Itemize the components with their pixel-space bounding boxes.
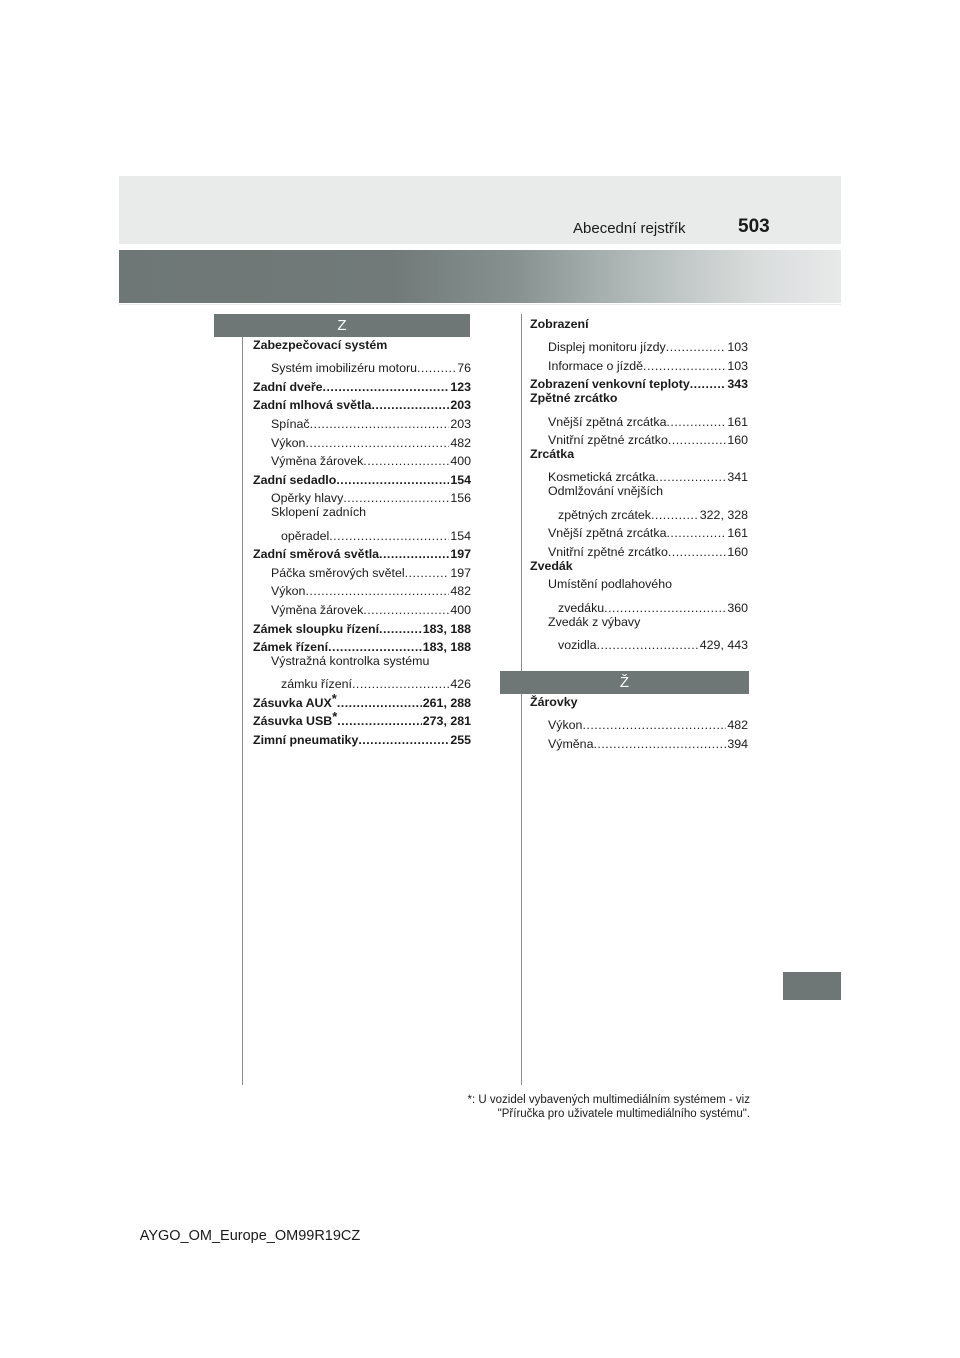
index-entry-term: Zobrazení venkovní teploty [530, 377, 690, 392]
page-reference: 197 [450, 565, 471, 580]
index-entry [253, 636, 471, 655]
page-reference: 341 [727, 470, 748, 485]
dot-leader [405, 566, 450, 580]
index-entry-term: Výměna žárovek [271, 454, 364, 469]
index-entry-term: vozidla [558, 637, 597, 652]
index-entry-term: Zvedák z výbavy [548, 614, 641, 629]
index-entry [253, 617, 471, 636]
index-entry-term: Kosmetická zrcátka [548, 470, 656, 485]
index-entry [530, 447, 748, 466]
letter-heading-z: Z [214, 314, 470, 337]
index-entry-term: Zadní mlhová světla [253, 398, 372, 413]
page-reference: 400 [450, 454, 471, 469]
dot-leader [666, 340, 727, 354]
dot-leader [305, 584, 449, 598]
index-entry-term: Sklopení zadních [271, 505, 367, 520]
dot-leader [379, 547, 449, 561]
index-entry-term: Výkon [548, 718, 583, 733]
index-entry-term: Vnější zpětná zrcátka [548, 414, 667, 429]
index-entry-term: Umístění podlahového [548, 577, 672, 592]
page-reference: 322, 328 [699, 507, 748, 522]
index-entry-term: Vnitřní zpětné zrcátko [548, 433, 668, 448]
index-column-right [530, 317, 748, 652]
index-entry-term: Páčka směrových světel [271, 565, 405, 580]
index-entry-term: Výkon [271, 584, 306, 599]
divider [119, 304, 841, 305]
index-entry-term: Informace o jízdě [548, 358, 644, 373]
index-entry [530, 429, 748, 448]
index-column-right-zh [530, 695, 748, 751]
section-title: Abecední rejstřík [573, 220, 686, 237]
index-entry-term: Zobrazení [530, 317, 589, 331]
dot-leader [358, 733, 449, 747]
index-entry-term: Zadní směrová světla [253, 547, 380, 562]
index-entry-term: Zásuvka AUX* [253, 690, 337, 710]
page-reference: 482 [450, 584, 471, 599]
page-reference: 343 [727, 377, 748, 392]
index-entry [530, 336, 748, 355]
index-entry [253, 691, 471, 710]
index-entry [253, 450, 471, 469]
index-entry [253, 561, 471, 580]
page-reference: 123 [450, 379, 471, 394]
index-entry-term: Zadní dveře [253, 379, 323, 394]
dot-leader [371, 398, 449, 412]
dot-leader [337, 714, 422, 728]
page-reference: 394 [727, 736, 748, 751]
dot-leader [310, 417, 450, 431]
index-entry [253, 394, 471, 413]
page-reference: 273, 281 [422, 714, 471, 729]
index-entry-term: Opěrky hlavy [271, 491, 344, 506]
dot-leader [352, 677, 449, 691]
index-entry-term: Zvedák [530, 558, 573, 573]
page-reference: 161 [727, 414, 748, 429]
index-entry [253, 487, 471, 506]
index-entry-term: opěradel [281, 528, 330, 543]
index-entry-term: Zrcátka [530, 447, 575, 462]
dot-leader [668, 545, 726, 559]
page-reference: 183, 188 [422, 640, 471, 655]
page-reference: 183, 188 [422, 621, 471, 636]
page-reference: 400 [450, 602, 471, 617]
index-entry-term: zámku řízení [281, 677, 352, 692]
page-reference: 429, 443 [699, 637, 748, 652]
index-entry [530, 503, 748, 522]
page-reference: 103 [727, 340, 748, 355]
dot-leader [305, 436, 449, 450]
dot-leader [651, 508, 699, 522]
index-entry-term: Výstražná kontrolka systému [271, 654, 430, 669]
dot-leader [336, 473, 449, 487]
index-entry [530, 596, 748, 615]
page-reference: 103 [727, 358, 748, 373]
index-entry-term: Systém imobilizéru motoru [271, 361, 417, 376]
index-entry-term: Žárovky [530, 695, 578, 709]
index-entry [530, 559, 748, 578]
dot-leader [668, 433, 726, 447]
page-reference: 160 [727, 544, 748, 559]
index-entry-term: Zásuvka USB* [253, 709, 338, 729]
index-entry [530, 522, 748, 541]
index-entry [253, 543, 471, 562]
dot-leader [643, 359, 726, 373]
footnote-line-2: "Příručka pro uživatele multimediálního systému". [497, 1108, 750, 1120]
index-entry [530, 373, 748, 392]
page-reference: 482 [450, 435, 471, 450]
index-entry [530, 317, 748, 336]
index-entry-term: Zámek sloupku řízení [253, 621, 380, 636]
index-entry-term: Výkon [271, 435, 306, 450]
index-entry-term: Výměna [548, 736, 594, 751]
column-divider-right [521, 314, 522, 1085]
page-reference: 255 [450, 733, 471, 748]
index-entry [253, 412, 471, 431]
gradient-bar [119, 250, 841, 303]
index-entry [253, 524, 471, 543]
page-reference: 360 [727, 600, 748, 615]
dot-leader [328, 640, 422, 654]
page-reference: 203 [450, 416, 471, 431]
index-entry [253, 654, 471, 673]
header-band [119, 176, 841, 244]
page-reference: 261, 288 [422, 695, 471, 710]
index-entry-term: zpětných zrcátek [558, 507, 651, 522]
page-reference: 154 [450, 528, 471, 543]
page-number: 503 [738, 216, 770, 237]
index-entry [253, 375, 471, 394]
index-entry [253, 468, 471, 487]
dot-leader [604, 601, 726, 615]
page-reference: 482 [727, 718, 748, 733]
dot-leader [329, 529, 449, 543]
index-entry [530, 633, 748, 652]
asterisk-marker: * [331, 690, 337, 706]
page-reference: 156 [450, 491, 471, 506]
dot-leader [666, 415, 726, 429]
page-reference: 203 [450, 398, 471, 413]
index-entry [530, 391, 748, 410]
dot-leader [593, 737, 726, 751]
index-entry-term: Zimní pneumatiky [253, 733, 359, 748]
letter-heading-zh: Ž [500, 671, 749, 694]
dot-leader [337, 696, 422, 710]
index-entry [253, 673, 471, 692]
index-entry [253, 728, 471, 747]
index-entry [530, 732, 748, 751]
index-entry [530, 540, 748, 559]
page-reference: 161 [727, 526, 748, 541]
index-entry [253, 431, 471, 450]
index-entry [530, 577, 748, 596]
index-entry [253, 357, 471, 376]
page-reference: 160 [727, 433, 748, 448]
index-entry-term: Zpětné zrcátko [530, 391, 618, 406]
index-column-left [253, 338, 471, 747]
dot-leader [363, 603, 449, 617]
page-reference: 154 [450, 472, 471, 487]
index-entry [253, 598, 471, 617]
index-entry-term: Vnitřní zpětné zrcátko [548, 544, 668, 559]
index-entry-term: Zadní sedadlo [253, 472, 337, 487]
page-reference: 426 [450, 677, 471, 692]
footnote-line-1: *: U vozidel vybavených multimediálním systémem - viz [467, 1094, 750, 1106]
dot-leader [323, 380, 450, 394]
index-entry-term: Výměna žárovek [271, 602, 364, 617]
side-tab [783, 972, 841, 1000]
index-entry-term: Zámek řízení [253, 640, 329, 655]
index-entry [530, 354, 748, 373]
index-entry [253, 710, 471, 729]
dot-leader [597, 638, 699, 652]
index-entry-term: zvedáku [558, 600, 605, 615]
dot-leader [582, 718, 726, 732]
index-entry [530, 466, 748, 485]
index-entry [253, 505, 471, 524]
dot-leader [343, 491, 449, 505]
column-divider-left [242, 314, 243, 1085]
index-entry-term: Displej monitoru jízdy [548, 340, 666, 355]
dot-leader [690, 377, 727, 391]
dot-leader [379, 622, 422, 636]
index-entry-term: Spínač [271, 416, 310, 431]
dot-leader [666, 526, 726, 540]
dot-leader [417, 361, 456, 375]
asterisk-marker: * [332, 709, 338, 725]
index-entry [530, 410, 748, 429]
index-entry-term: Zabezpečovací systém [253, 338, 388, 352]
dot-leader [655, 470, 726, 484]
index-entry [253, 338, 471, 357]
index-entry [253, 580, 471, 599]
index-entry [530, 484, 748, 503]
index-entry-term: Odmlžování vnějších [548, 484, 664, 499]
index-entry [530, 714, 748, 733]
index-entry [530, 615, 748, 634]
dot-leader [363, 454, 449, 468]
index-entry-term: Vnější zpětná zrcátka [548, 526, 667, 541]
page-reference: 76 [457, 361, 471, 376]
footnote [380, 1093, 750, 1121]
document-id: AYGO_OM_Europe_OM99R19CZ [139, 1228, 361, 1244]
index-entry [530, 695, 748, 714]
page-reference: 197 [450, 547, 471, 562]
